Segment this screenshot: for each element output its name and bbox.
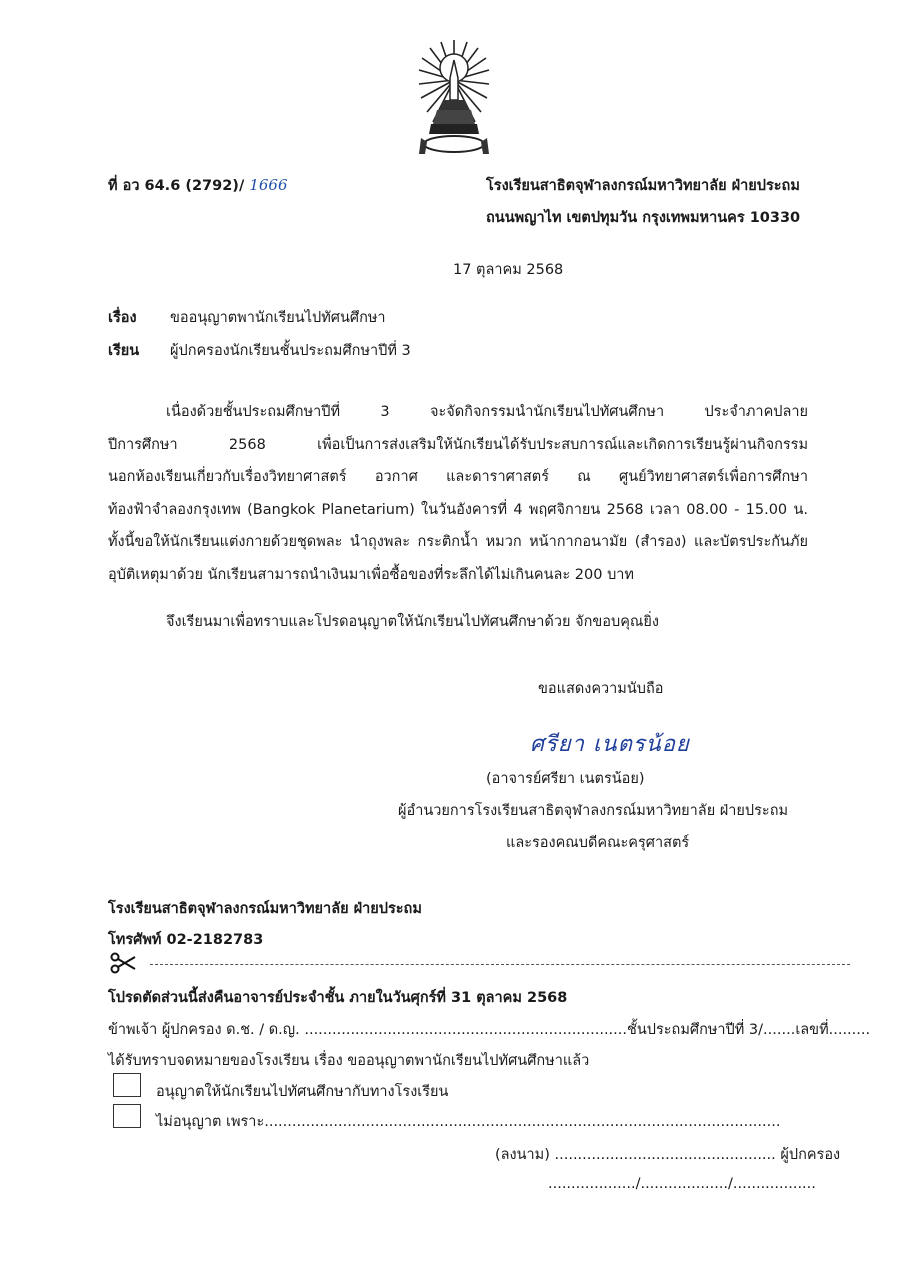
footer-phone: โทรศัพท์ 02-2182783 — [108, 932, 264, 948]
closing-line: จึงเรียนมาเพื่อทราบและโปรดอนุญาตให้นักเรียนไปทัศนศึกษาด้วย จักขอบคุณยิ่ง — [166, 614, 659, 630]
emblem-icon — [417, 38, 491, 162]
reference-number — [108, 174, 288, 197]
recipient-label: เรียน — [108, 343, 140, 359]
handwritten-signature: ศรียา เนตรน้อย — [530, 732, 690, 757]
signature-date-field[interactable]: .................../.................../.................. — [548, 1176, 816, 1192]
deny-option-line — [156, 1110, 780, 1133]
school-name: โรงเรียนสาธิตจุฬาลงกรณ์มหาวิทยาลัย ฝ่ายประถม — [486, 178, 800, 194]
scissors-icon — [110, 952, 136, 978]
footer-school-name: โรงเรียนสาธิตจุฬาลงกรณ์มหาวิทยาลัย ฝ่ายประถม — [108, 901, 422, 917]
body-line: อุบัติเหตุมาด้วย นักเรียนสามารถนำเงินมาเพื่อซื้อของที่ระลึกได้ไม่เกินคนละ 200 บาท — [108, 566, 634, 583]
class-label: ชั้นประถมศึกษาปีที่ 3/ — [627, 1022, 764, 1038]
body-line: ปีการศึกษา 2568 เพื่อเป็นการส่งเสริมให้นักเรียนได้รับประสบการณ์และเกิดการเรียนรู้ผ่านกิจกรรม — [108, 436, 808, 453]
acknowledgement-line: ได้รับทราบจดหมายของโรงเรียน เรื่อง ขออนุญาตพานักเรียนไปทัศนศึกษาแล้ว — [108, 1053, 590, 1069]
student-number-field[interactable]: ......... — [828, 1022, 871, 1038]
student-name-field[interactable]: ...................................................................... — [304, 1022, 627, 1038]
class-room-field[interactable]: ....... — [763, 1022, 796, 1038]
body-line: นอกห้องเรียนเกี่ยวกับเรื่องวิทยาศาสตร์ อวกาศ และดาราศาสตร์ ณ ศูนย์วิทยาศาสตร์เพื่อการศึกษา — [108, 469, 808, 485]
deny-option-label: ไม่อนุญาต เพราะ — [156, 1114, 265, 1130]
body-line: เนื่องด้วยชั้นประถมศึกษาปีที่ 3 จะจัดกิจกรรมนำนักเรียนไปทัศนศึกษา ประจำภาคปลาย — [166, 404, 808, 420]
cut-line — [150, 964, 850, 965]
number-label: เลขที่ — [795, 1022, 829, 1038]
school-emblem-logo — [417, 38, 491, 162]
permit-checkbox[interactable] — [113, 1073, 141, 1097]
handwritten-ref-number: 1666 — [249, 176, 288, 194]
body-line: ทั้งนี้ขอให้นักเรียนแต่งกายด้วยชุดพละ นำถุงพละ กระติกน้ำ หมวก หน้ากากอนามัย (สำรอง) และบัตรประกันภัย — [108, 534, 808, 550]
body-line: ท้องฟ้าจำลองกรุงเทพ (Bangkok Planetarium) ในวันอังคารที่ 4 พฤศจิกายน 2568 เวลา 08.00 - 15.00 น. — [108, 501, 808, 518]
parent-signature-field[interactable]: ................................................ — [554, 1147, 776, 1163]
deny-reason-field[interactable]: ................................................................................................................ — [264, 1114, 781, 1130]
school-address: ถนนพญาไท เขตปทุมวัน กรุงเทพมหานคร 10330 — [486, 210, 801, 226]
reply-slip-instruction: โปรดตัดส่วนนี้ส่งคืนอาจารย์ประจำชั้น ภายในวันศุกร์ที่ 31 ตุลาคม 2568 — [108, 990, 568, 1006]
parent-role-label: ผู้ปกครอง — [780, 1147, 841, 1163]
permit-option-label: อนุญาตให้นักเรียนไปทัศนศึกษากับทางโรงเรียน — [156, 1084, 449, 1100]
signatory-position-2: และรองคณบดีคณะครุศาสตร์ — [506, 835, 690, 851]
subject-label: เรื่อง — [108, 310, 137, 326]
reply-slip-student-line — [108, 1018, 870, 1041]
subject-value: ขออนุญาตพานักเรียนไปทัศนศึกษา — [170, 310, 386, 326]
body-paragraph — [108, 396, 808, 591]
reference-label: ที่ อว 64.6 (2792)/ — [108, 178, 245, 194]
signatory-position: ผู้อำนวยการโรงเรียนสาธิตจุฬาลงกรณ์มหาวิทยาลัย ฝ่ายประถม — [398, 803, 789, 819]
regards-text: ขอแสดงความนับถือ — [538, 681, 664, 697]
letter-date: 17 ตุลาคม 2568 — [453, 262, 564, 278]
deny-checkbox[interactable] — [113, 1104, 141, 1128]
signatory-name: (อาจารย์ศรียา เนตรน้อย) — [486, 771, 645, 787]
student-line-prefix: ข้าพเจ้า ผู้ปกครอง ด.ช. / ด.ญ. — [108, 1022, 305, 1038]
sign-label: (ลงนาม) — [495, 1147, 550, 1163]
recipient-value: ผู้ปกครองนักเรียนชั้นประถมศึกษาปีที่ 3 — [170, 343, 411, 359]
parent-signature-line — [495, 1143, 840, 1166]
